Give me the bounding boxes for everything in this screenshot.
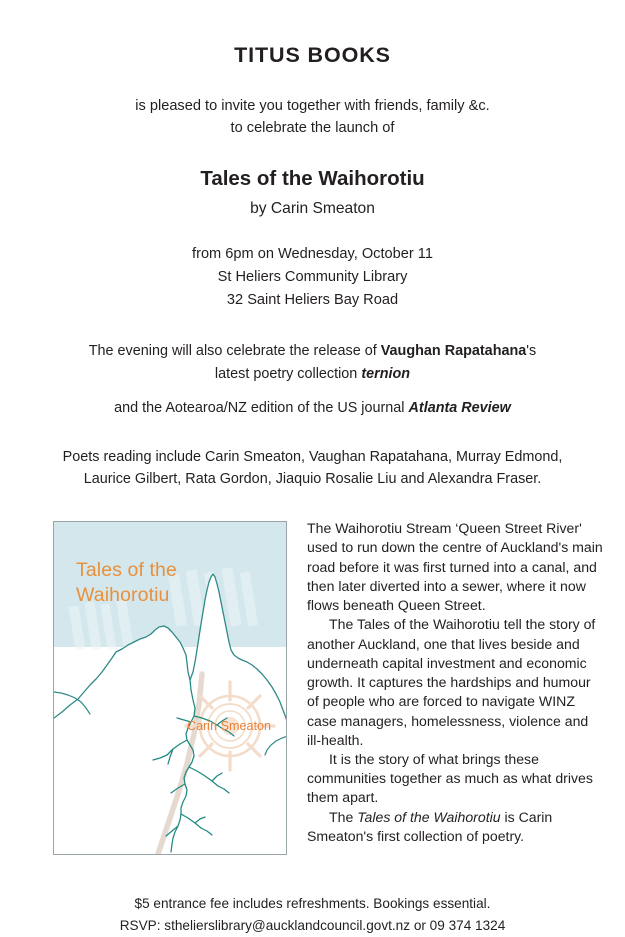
event-datetime: from 6pm on Wednesday, October 11 — [192, 246, 433, 263]
book-title: Tales of the Waihorotiu — [200, 166, 425, 190]
event-details — [0, 243, 625, 312]
release-line-1 — [0, 340, 625, 362]
poets-list — [0, 446, 625, 492]
blurb-paragraph-3: It is the story of what brings these communities together as much as what drives them apart. — [307, 751, 593, 806]
journal-title: Atlanta Review — [408, 400, 511, 417]
release-announcement — [0, 340, 625, 385]
event-address: 32 Saint Heliers Bay Road — [226, 292, 399, 309]
invitation-line-1: is pleased to invite you together with friends, family &c. — [135, 97, 490, 114]
poets-line-1: Poets reading include Carin Smeaton, Vaughan Rapatahana, Murray Edmond, — [62, 448, 563, 465]
release-possessive: 's — [526, 343, 537, 360]
cover-author-text: Carin Smeaton — [187, 719, 271, 734]
release-author: Vaughan Rapatahana — [380, 343, 527, 360]
release-collection-lead: latest poetry collection — [214, 365, 362, 382]
blurb-column — [307, 519, 605, 846]
publisher-name: TITUS BOOKS — [234, 43, 391, 67]
book-cover-image — [53, 521, 287, 855]
release-collection-title: ternion — [361, 365, 411, 382]
book-cover — [53, 521, 287, 855]
blurb-p4-post: is Carin Smeaton's first collection of poetry. — [307, 808, 553, 844]
blurb-p4-title: Tales of the Waihorotiu — [357, 808, 501, 825]
invitation-page — [0, 43, 625, 933]
invitation-text — [0, 95, 625, 139]
journal-lead: and the Aotearoa/NZ edition of the US journal — [114, 400, 409, 417]
blurb-p4-pre: The — [329, 808, 358, 825]
cover-and-blurb-section — [0, 521, 625, 869]
cover-title-line-1: Tales of the — [76, 559, 177, 582]
cover-title-text — [76, 558, 177, 608]
release-line-2 — [0, 363, 625, 385]
blurb-paragraph-4 — [307, 808, 605, 846]
blurb-paragraph-1: The Waihorotiu Stream ‘Queen Street River' used to run down the centre of Auckland's main road before it was first turned into a canal, and then later diverted into a sewer, where it now flows beneath Queen Street. — [307, 520, 603, 614]
poets-line-2: Laurice Gilbert, Rata Gordon, Jiaquio Rosalie Liu and Alexandra Fraser. — [83, 471, 542, 488]
footer-rsvp — [0, 893, 625, 937]
journal-announcement — [0, 398, 625, 420]
event-venue: St Heliers Community Library — [217, 269, 408, 286]
footer-rsvp-contact: RSVP: sthelierslibrary@aucklandcouncil.govt.nz or 09 374 1324 — [119, 917, 506, 933]
cover-title-line-2: Waihorotiu — [76, 584, 170, 607]
footer-entrance-fee: $5 entrance fee includes refreshments. Bookings essential. — [134, 896, 491, 912]
release-lead: The evening will also celebrate the release of — [88, 343, 381, 360]
book-byline: by Carin Smeaton — [250, 199, 375, 217]
invitation-line-2: to celebrate the launch of — [230, 119, 395, 136]
blurb-paragraph-2: The Tales of the Waihorotiu tell the story of another Auckland, one that lives beside and underneath capital investment and economic growth. It captures the hardships and humour of people who are forced to navigate WINZ case managers, homelessness, violence and ill-health. — [307, 616, 596, 748]
